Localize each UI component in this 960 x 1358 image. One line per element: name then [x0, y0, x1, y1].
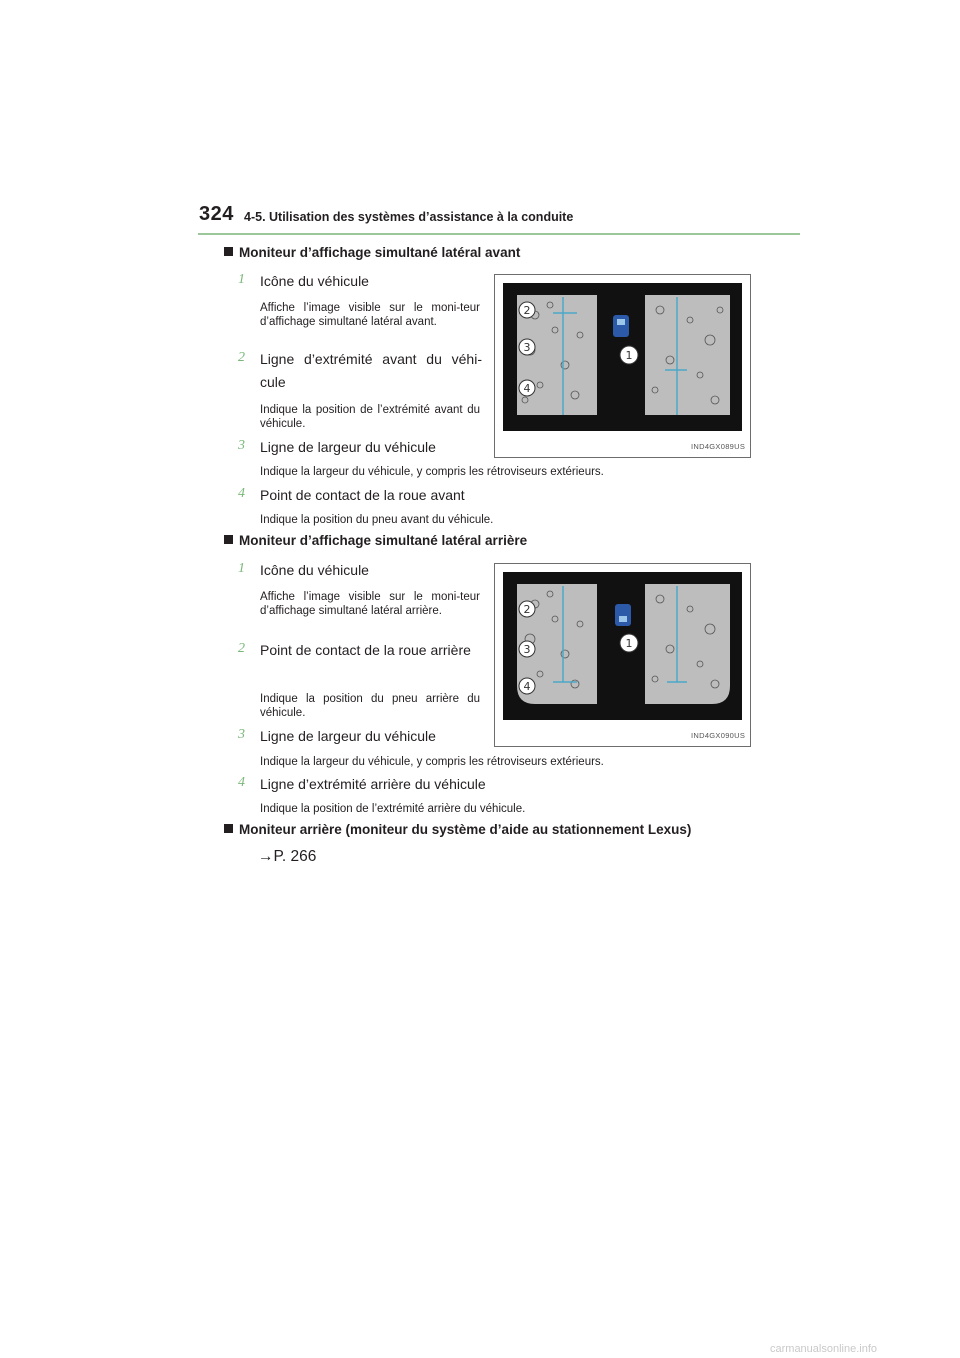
svg-text:1: 1	[625, 349, 633, 362]
item-number: 2	[238, 641, 245, 656]
item-title: Icône du véhicule	[260, 562, 369, 578]
section-heading-front	[224, 245, 520, 260]
item-title: Icône du véhicule	[260, 273, 369, 289]
item-description: Indique la position du pneu avant du véhicule.	[260, 514, 494, 526]
svg-text:3: 3	[523, 341, 531, 354]
figure-code: IND4GX090US	[691, 731, 746, 740]
item-title: Ligne de largeur du véhicule	[260, 439, 436, 455]
item-number: 4	[238, 486, 245, 501]
item-description: Affiche l’image visible sur le moni-teur d’affichage simultané latéral arrière.	[260, 591, 480, 617]
svg-text:1: 1	[625, 637, 633, 650]
page-reference-link[interactable]: →P. 266	[258, 848, 317, 865]
section-heading-text: Moniteur d’affichage simultané latéral avant	[239, 245, 521, 260]
item-description: Indique la largeur du véhicule, y compris les rétroviseurs extérieurs.	[260, 466, 604, 478]
item-number: 1	[238, 272, 245, 287]
square-bullet-icon	[224, 535, 233, 544]
section-heading-text: Moniteur d’affichage simultané latéral arrière	[239, 533, 528, 548]
section-heading-text: Moniteur arrière (moniteur du système d’aide au stationnement Lexus)	[239, 822, 692, 837]
square-bullet-icon	[224, 247, 233, 256]
figure-rear-side-monitor	[494, 563, 751, 747]
section-heading-rear-monitor	[224, 822, 691, 837]
section-heading-rear	[224, 533, 527, 548]
item-number: 2	[238, 350, 245, 365]
page-number: 324	[199, 203, 234, 225]
item-title: Ligne de largeur du véhicule	[260, 728, 436, 744]
header-rule	[198, 233, 800, 235]
item-description: Indique la position de l’extrémité arrière du véhicule.	[260, 803, 526, 815]
item-title: Point de contact de la roue arrière	[260, 642, 471, 658]
svg-text:4: 4	[523, 680, 531, 693]
item-number: 3	[238, 727, 245, 742]
item-title: Point de contact de la roue avant	[260, 487, 465, 503]
watermark: carmanualsonline.info	[770, 1343, 878, 1355]
item-number: 4	[238, 775, 245, 790]
item-description: Indique la position du pneu arrière du véhicule.	[260, 693, 480, 719]
svg-text:4: 4	[523, 382, 531, 395]
chapter-title: 4-5. Utilisation des systèmes d’assistance à la conduite	[244, 210, 574, 224]
item-description: Affiche l’image visible sur le moni-teur d’affichage simultané latéral avant.	[260, 302, 480, 328]
item-description: Indique la largeur du véhicule, y compris les rétroviseurs extérieurs.	[260, 756, 604, 768]
item-title: Ligne d’extrémité avant du véhi-cule	[260, 351, 482, 390]
monitor-illustration	[495, 564, 750, 746]
item-description: Indique la position de l’extrémité avant du véhicule.	[260, 404, 480, 430]
figure-front-side-monitor	[494, 274, 751, 458]
item-title: Ligne d’extrémité arrière du véhicule	[260, 776, 486, 792]
item-number: 3	[238, 438, 245, 453]
square-bullet-icon	[224, 824, 233, 833]
figure-code: IND4GX089US	[691, 442, 746, 451]
svg-text:2: 2	[523, 603, 531, 616]
monitor-illustration	[495, 275, 750, 457]
svg-text:3: 3	[523, 643, 531, 656]
svg-text:2: 2	[523, 304, 531, 317]
item-number: 1	[238, 561, 245, 576]
